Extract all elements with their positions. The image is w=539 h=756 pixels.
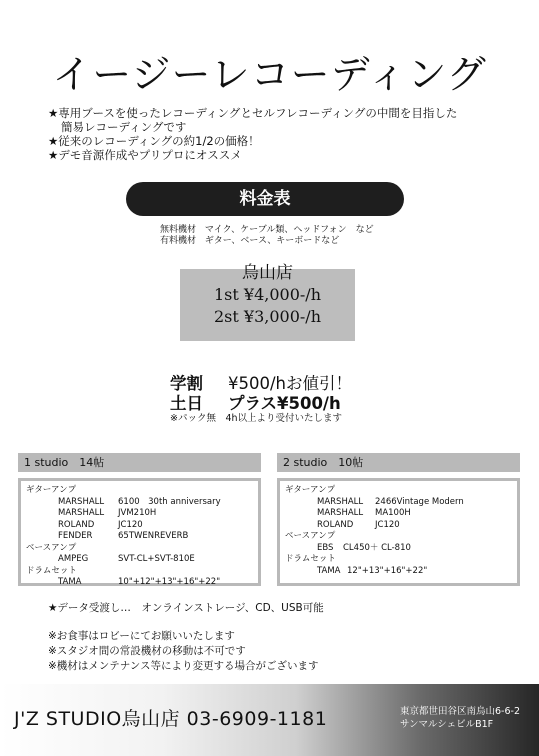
free-equipment-items: マイク、ケーブル類、ヘッドフォン など — [204, 225, 374, 235]
studio1-d1-model: 10"+12"+13"+16"+22" — [118, 577, 221, 587]
intro-line-1b: 簡易レコーディングです — [61, 120, 187, 134]
studio2-b1-brand: EBS — [317, 542, 334, 553]
studio2-row — [285, 566, 512, 578]
studio1-row — [26, 554, 253, 566]
footer-address-line-1: 東京都世田谷区南烏山6-6-2 — [400, 706, 520, 717]
studio2-g2-brand: MARSHALL — [317, 508, 364, 518]
studio2-d1-model: 12"+13"+16"+22" — [347, 565, 428, 576]
note-equipment-move: ※スタジオ間の常設機材の移動は不可です — [48, 645, 246, 657]
intro-text — [48, 106, 457, 162]
price-2st: 2st ¥3,000-/h — [214, 307, 321, 326]
studio1-equipment — [18, 478, 261, 586]
paid-equipment-row — [160, 236, 374, 247]
studio1-row — [26, 520, 253, 532]
studio1-g4-model: 65TWENREVERB — [118, 531, 189, 541]
studio2-g1-model: 2466Vintage Modern — [375, 496, 464, 507]
free-equipment-label: 無料機材 — [160, 225, 197, 235]
footer-address-line-2: サンマルシェビルB1F — [400, 719, 494, 730]
note-equipment-change: ※機材はメンテナンス等により変更する場合がございます — [48, 660, 319, 672]
shop-name: 烏山店 — [242, 263, 293, 283]
intro-line-1: ★専用ブースを使ったレコーディングとセルフレコーディングの中間を目指した — [48, 106, 458, 120]
studio1-b1-brand: AMPEG — [58, 554, 89, 564]
price-table-label: 料金表 — [126, 182, 404, 216]
page-title: イージーレコーディング — [52, 53, 487, 98]
studio1-g1-brand: MARSHALL — [58, 496, 105, 507]
studio2-d1-brand: TAMA — [317, 565, 341, 576]
studio1-b1-model: SVT-CL+SVT-810E — [118, 554, 195, 564]
student-discount-label: 学割 — [170, 374, 203, 393]
studio1-row — [26, 577, 253, 589]
studio2-equipment — [277, 478, 520, 586]
studio2-guitar-amp-label: ギターアンプ — [285, 485, 336, 495]
paid-equipment-items: ギター、ベース、キーボードなど — [204, 236, 340, 246]
intro-line-2: ★従来のレコーディングの約1/2の価格！ — [48, 134, 260, 148]
equipment-list — [160, 225, 374, 247]
intro-line-3: ★デモ音源作成やプリプロにオススメ — [48, 148, 242, 162]
studio2-drum-label: ドラムセット — [285, 554, 336, 564]
studio2-row — [285, 520, 512, 532]
studio2-row — [285, 497, 512, 509]
studio2-g3-model: JC120 — [375, 519, 400, 530]
data-delivery: ★データ受渡し… オンラインストレージ、CD、USB可能 — [48, 602, 324, 614]
studio2-row — [285, 508, 512, 520]
weekend-surcharge-value: プラス¥500/h — [228, 394, 341, 413]
studio1-d1-brand: TAMA — [58, 577, 82, 587]
note-food: ※お食事はロビーにてお願いいたします — [48, 630, 235, 642]
studio1-g3-model: JC120 — [118, 519, 143, 530]
studio1-g1-model: 6100 30th anniversary — [118, 496, 221, 507]
studio2-g1-brand: MARSHALL — [317, 496, 364, 507]
studio1-drum-label: ドラムセット — [26, 565, 77, 576]
studio1-g4-brand: FENDER — [58, 531, 93, 541]
studio1-header: 1 studio 14帖 — [18, 453, 261, 472]
studio1-g2-brand: MARSHALL — [58, 508, 105, 518]
studio2-bass-amp-label: ベースアンプ — [285, 531, 336, 541]
studio2-row — [285, 543, 512, 555]
studio1-g3-brand: ROLAND — [58, 519, 95, 530]
studio1-g2-model: JVM210H — [118, 508, 157, 518]
studio2-g2-model: MA100H — [375, 508, 411, 518]
studio1-row — [26, 531, 253, 543]
student-discount-value: ¥500/hお値引！ — [228, 374, 353, 393]
footer-address — [400, 705, 520, 731]
studio1-row — [26, 497, 253, 509]
footer-studio-name-phone: J'Z STUDIO烏山店 03-6909-1181 — [14, 708, 328, 730]
studio1-row — [26, 508, 253, 520]
studio2-header: 2 studio 10帖 — [277, 453, 520, 472]
free-equipment-row — [160, 225, 374, 236]
weekend-surcharge-label: 土日 — [170, 394, 203, 413]
studio2-g3-brand: ROLAND — [317, 519, 354, 530]
price-1st: 1st ¥4,000-/h — [214, 285, 321, 304]
studio1-bass-amp-label: ベースアンプ — [26, 542, 77, 553]
discount-note: ※パック無 4h以上より受付いたします — [170, 413, 343, 424]
studio1-guitar-amp-label: ギターアンプ — [26, 485, 77, 495]
paid-equipment-label: 有料機材 — [160, 236, 197, 246]
studio2-b1-model: CL450＋ CL-810 — [343, 542, 411, 553]
